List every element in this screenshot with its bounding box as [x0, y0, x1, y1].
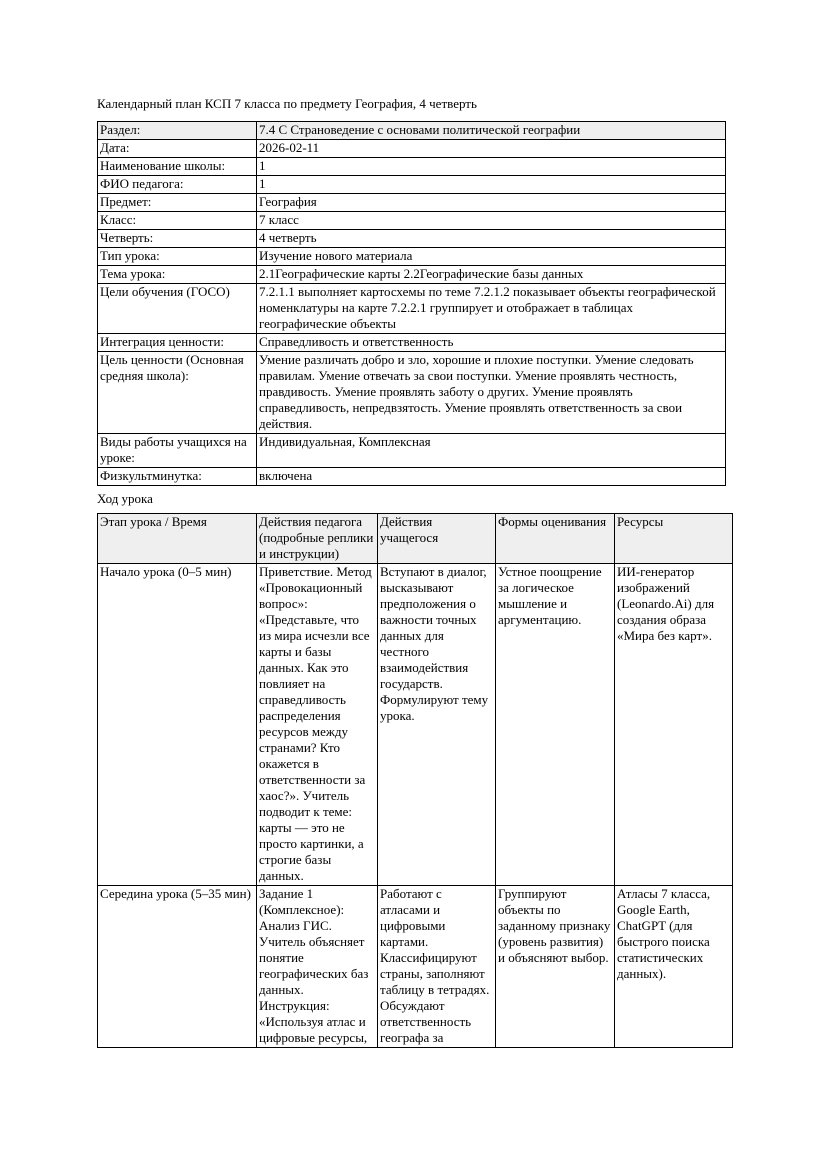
lesson-course-table	[97, 513, 733, 1048]
info-value: 7.2.1.1 выполняет картосхемы по теме 7.2.1.2 показывает объекты географической номенклатуры на карте 7.2.2.1 группирует и отображает в таблицах географические объекты	[257, 284, 726, 334]
info-value: 7 класс	[257, 212, 726, 230]
info-label: Виды работы учащихся на уроке:	[98, 434, 257, 468]
info-label: ФИО педагога:	[98, 176, 257, 194]
info-label: Наименование школы:	[98, 158, 257, 176]
column-header-resources: Ресурсы	[615, 514, 733, 564]
stage-cell: Начало урока (0–5 мин)	[98, 564, 257, 886]
info-value: 4 четверть	[257, 230, 726, 248]
column-header-teacher-actions: Действия педагога (подробные реплики и инструкции)	[257, 514, 378, 564]
info-label: Класс:	[98, 212, 257, 230]
table-row	[98, 352, 726, 434]
table-row	[98, 266, 726, 284]
column-header-assessment: Формы оценивания	[496, 514, 615, 564]
student-actions-cell	[378, 886, 496, 1048]
table-row	[98, 248, 726, 266]
table-row-lesson-middle	[98, 886, 733, 1048]
teacher-actions-cell: Приветствие. Метод «Провокационный вопрос»: «Представьте, что из мира исчезли все карты и базы данных. Как это повлияет на справедливость распределения ресурсов между странами? Кто окажется в ответственности за хаос?». Учитель подводит к теме: карты — это не просто картинки, а строгие базы данных.	[257, 564, 378, 886]
stage-cell	[98, 886, 257, 1048]
info-label: Физкультминутка:	[98, 468, 257, 486]
info-value: 1	[257, 158, 726, 176]
stage-text: Середина урока (5–35 мин)	[100, 886, 251, 901]
info-label: Раздел:	[98, 122, 257, 140]
assessment-cell: Устное поощрение за логическое мышление и аргументацию.	[496, 564, 615, 886]
column-header-student-actions: Действия учащегося	[378, 514, 496, 564]
info-value: Умение различать добро и зло, хорошие и плохие поступки. Умение следовать правилам. Умение отвечать за свои поступки. Умение проявлять честность, правдивость. Умение проявлять заботу о других. Умение проявлять справедливость, непредвзятость. Умение проявлять ответственность за свои действия.	[257, 352, 726, 434]
section-heading: Ход урока	[97, 491, 153, 506]
table-row	[98, 176, 726, 194]
assessment-text: Группируют объекты по заданному признаку (уровень развития) и объясняют выбор.	[498, 886, 611, 965]
info-label: Дата:	[98, 140, 257, 158]
teacher-actions-cell	[257, 886, 378, 1048]
table-row	[98, 212, 726, 230]
lesson-info-table	[97, 121, 726, 486]
table-row	[98, 468, 726, 486]
table-row	[98, 434, 726, 468]
table-row	[98, 122, 726, 140]
table-row	[98, 194, 726, 212]
info-value: Индивидуальная, Комплексная	[257, 434, 726, 468]
table-row	[98, 158, 726, 176]
info-value: включена	[257, 468, 726, 486]
student-actions-cell: Вступают в диалог, высказывают предположения о важности точных данных для честного взаимодействия государств. Формулируют тему урока.	[378, 564, 496, 886]
info-label: Цели обучения (ГОСО)	[98, 284, 257, 334]
column-header-stage: Этап урока / Время	[98, 514, 257, 564]
info-value: География	[257, 194, 726, 212]
table-row	[98, 284, 726, 334]
resources-text: Атласы 7 класса, Google Earth, ChatGPT (для быстрого поиска статистических данных).	[617, 886, 711, 981]
info-label: Предмет:	[98, 194, 257, 212]
info-value: 7.4 C Страноведение с основами политической географии	[257, 122, 726, 140]
info-value: 2.1Географические карты 2.2Географические базы данных	[257, 266, 726, 284]
resources-cell	[615, 886, 733, 1048]
teacher-actions-text: Задание 1 (Комплексное): Анализ ГИС. Учитель объясняет понятие географических баз данных. Инструкция: «Используя атлас и цифровые ресурсы,	[259, 886, 369, 1045]
info-label: Четверть:	[98, 230, 257, 248]
page-title: Календарный план КСП 7 класса по предмету География, 4 четверть	[97, 96, 477, 111]
table-header-row	[98, 514, 733, 564]
info-value: 1	[257, 176, 726, 194]
table-row-lesson-start	[98, 564, 733, 886]
info-label: Тема урока:	[98, 266, 257, 284]
info-value: Справедливость и ответственность	[257, 334, 726, 352]
table-row	[98, 334, 726, 352]
assessment-cell	[496, 886, 615, 1048]
info-label: Тип урока:	[98, 248, 257, 266]
resources-cell: ИИ-генератор изображений (Leonardo.Ai) для создания образа «Мира без карт».	[615, 564, 733, 886]
info-value: 2026-02-11	[257, 140, 726, 158]
info-value: Изучение нового материала	[257, 248, 726, 266]
info-label: Интеграция ценности:	[98, 334, 257, 352]
table-row	[98, 230, 726, 248]
info-label: Цель ценности (Основная средняя школа):	[98, 352, 257, 434]
student-actions-text: Работают с атласами и цифровыми картами. Классифицируют страны, заполняют таблицу в тетрадях. Обсуждают ответственность географа за	[380, 886, 490, 1045]
table-row	[98, 140, 726, 158]
